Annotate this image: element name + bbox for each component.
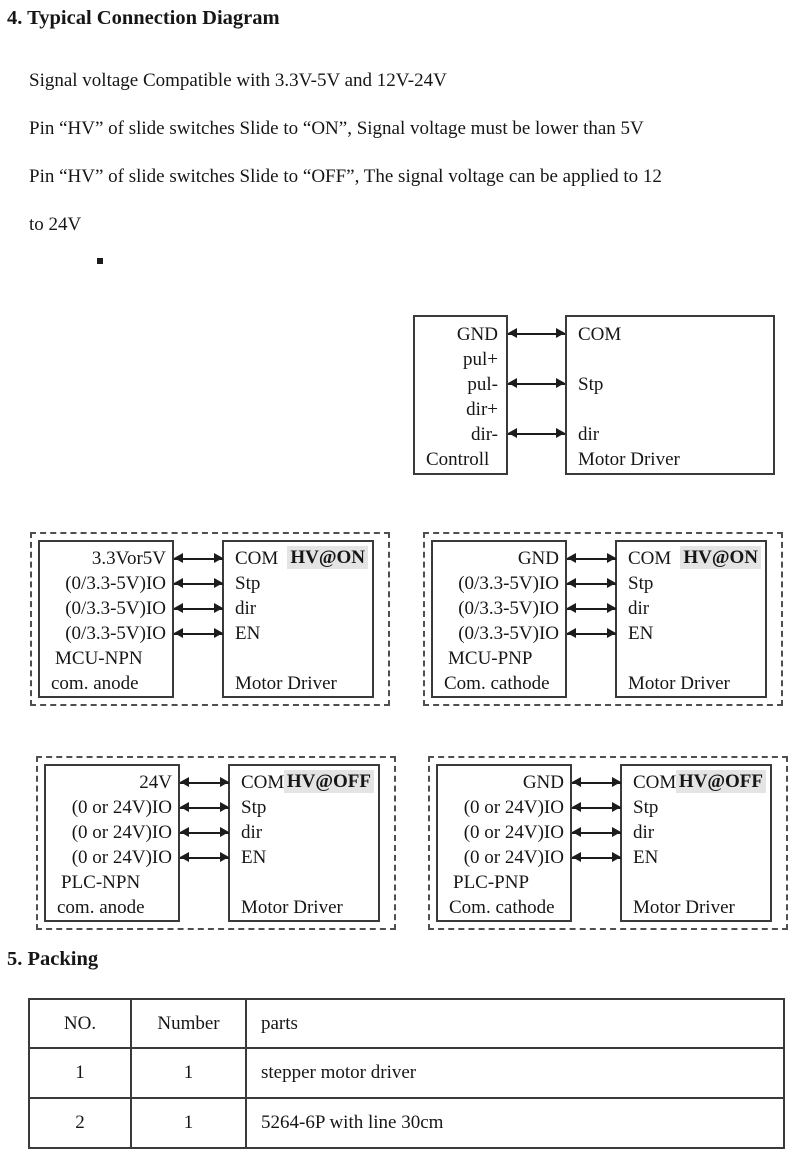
- double-arrow-icon: [180, 807, 229, 809]
- pin-label: COM: [578, 324, 622, 345]
- pin-label: 3.3Vor5V: [91, 548, 166, 569]
- hv-mode-badge: HV@OFF: [284, 770, 374, 793]
- pin-label: GND: [522, 772, 564, 793]
- spacer-row: [230, 870, 378, 895]
- pin-label: Stp: [628, 573, 654, 594]
- spacer-row: [622, 870, 770, 895]
- cell-parts: 5264-6P with line 30cm: [246, 1098, 784, 1148]
- motor-driver-box: [565, 315, 775, 475]
- pin-label: Stp: [633, 797, 659, 818]
- double-arrow-icon: [572, 782, 621, 784]
- hv-mode-badge: HV@ON: [680, 546, 761, 569]
- table-header-row: [29, 999, 784, 1048]
- double-arrow-icon: [567, 633, 616, 635]
- diagram-plc-npn: [36, 756, 396, 930]
- double-arrow-icon: [508, 383, 565, 385]
- pin-label: GND: [456, 324, 498, 345]
- double-arrow-icon: [508, 333, 565, 335]
- double-arrow-icon: [174, 633, 223, 635]
- table-row: [29, 1048, 784, 1098]
- pin-label: (0/3.3-5V)IO: [65, 573, 166, 594]
- controller-label: Controll: [426, 449, 490, 470]
- pin-label: GND: [517, 548, 559, 569]
- source-device-box: [44, 764, 180, 922]
- double-arrow-icon: [567, 558, 616, 560]
- packing-table: [28, 998, 785, 1149]
- pin-label: dir: [633, 822, 655, 843]
- column-header-parts: parts: [246, 999, 784, 1048]
- motor-driver-box: [222, 540, 374, 698]
- double-arrow-icon: [567, 583, 616, 585]
- hv-mode-badge: HV@ON: [287, 546, 368, 569]
- double-arrow-icon: [508, 433, 565, 435]
- pin-label: (0/3.3-5V)IO: [458, 598, 559, 619]
- pin-label: (0/3.3-5V)IO: [458, 573, 559, 594]
- double-arrow-icon: [174, 558, 223, 560]
- cell-no: 2: [29, 1098, 131, 1148]
- pin-label: (0/3.3-5V)IO: [458, 623, 559, 644]
- paragraph-to-24v: to 24V: [29, 214, 82, 235]
- cell-no: 1: [29, 1048, 131, 1098]
- pin-label: (0 or 24V)IO: [463, 822, 564, 843]
- pin-label: dir+: [466, 399, 498, 420]
- pin-label: COM: [235, 548, 279, 569]
- column-header-no: NO.: [29, 999, 131, 1048]
- pin-label: (0 or 24V)IO: [71, 822, 172, 843]
- pin-label: dir: [241, 822, 263, 843]
- hv-mode-badge: HV@OFF: [676, 770, 766, 793]
- double-arrow-icon: [572, 857, 621, 859]
- controller-box: [413, 315, 508, 475]
- double-arrow-icon: [180, 832, 229, 834]
- source-device-box: [38, 540, 174, 698]
- pin-label: (0 or 24V)IO: [463, 797, 564, 818]
- diagram-mcu-npn: [30, 532, 390, 706]
- pin-label: COM: [241, 772, 285, 793]
- common-mode-label: Com. cathode: [449, 897, 555, 918]
- cell-number: 1: [131, 1048, 246, 1098]
- double-arrow-icon: [180, 857, 229, 859]
- pin-label: (0 or 24V)IO: [463, 847, 564, 868]
- pin-label: dir: [628, 598, 650, 619]
- pin-label: (0/3.3-5V)IO: [65, 598, 166, 619]
- motor-driver-label: Motor Driver: [633, 897, 735, 918]
- pin-label: dir: [235, 598, 257, 619]
- spacer-row: [617, 646, 765, 671]
- cell-parts: stepper motor driver: [246, 1048, 784, 1098]
- motor-driver-label: Motor Driver: [628, 673, 730, 694]
- double-arrow-icon: [174, 608, 223, 610]
- double-arrow-icon: [180, 782, 229, 784]
- device-type-label: MCU-NPN: [55, 648, 143, 669]
- motor-driver-label: Motor Driver: [241, 897, 343, 918]
- pin-label: COM: [628, 548, 672, 569]
- pin-label: (0 or 24V)IO: [71, 847, 172, 868]
- cell-number: 1: [131, 1098, 246, 1148]
- motor-driver-box: [615, 540, 767, 698]
- pin-label: EN: [235, 623, 261, 644]
- source-device-box: [431, 540, 567, 698]
- pin-label: dir-: [470, 424, 498, 445]
- motor-driver-box: [228, 764, 380, 922]
- pin-label: (0 or 24V)IO: [71, 797, 172, 818]
- device-type-label: PLC-NPN: [61, 872, 141, 893]
- pin-label: pul+: [463, 349, 498, 370]
- double-arrow-icon: [572, 832, 621, 834]
- section-heading-packing: 5. Packing: [7, 948, 99, 970]
- diagram-plc-pnp: [428, 756, 788, 930]
- common-mode-label: Com. cathode: [444, 673, 550, 694]
- common-mode-label: com. anode: [57, 897, 145, 918]
- pin-label: (0/3.3-5V)IO: [65, 623, 166, 644]
- paragraph-hv-off: Pin “HV” of slide switches Slide to “OFF”, The signal voltage can be applied to 12: [29, 166, 662, 187]
- pin-label: dir: [578, 424, 600, 445]
- pin-label: Stp: [578, 374, 604, 395]
- motor-driver-label: Motor Driver: [235, 673, 337, 694]
- stray-dot: [97, 258, 103, 264]
- double-arrow-icon: [572, 807, 621, 809]
- pin-label: COM: [633, 772, 677, 793]
- paragraph-signal-voltage: Signal voltage Compatible with 3.3V-5V and 12V-24V: [29, 70, 447, 91]
- pin-label: Stp: [241, 797, 267, 818]
- pin-label: Stp: [235, 573, 261, 594]
- pin-label: EN: [628, 623, 654, 644]
- device-type-label: PLC-PNP: [453, 872, 530, 893]
- pin-label: 24V: [139, 772, 172, 793]
- pin-label: pul-: [467, 374, 498, 395]
- pin-label: EN: [633, 847, 659, 868]
- double-arrow-icon: [174, 583, 223, 585]
- spacer-row: [224, 646, 372, 671]
- device-type-label: MCU-PNP: [448, 648, 533, 669]
- pin-label: [567, 347, 773, 372]
- pin-label: [567, 397, 773, 422]
- common-mode-label: com. anode: [51, 673, 139, 694]
- table-row: [29, 1098, 784, 1148]
- double-arrow-icon: [567, 608, 616, 610]
- motor-driver-box: [620, 764, 772, 922]
- motor-driver-label: Motor Driver: [578, 449, 680, 470]
- pin-label: EN: [241, 847, 267, 868]
- section-heading-connection: 4. Typical Connection Diagram: [7, 7, 280, 29]
- paragraph-hv-on: Pin “HV” of slide switches Slide to “ON”, Signal voltage must be lower than 5V: [29, 118, 644, 139]
- column-header-number: Number: [131, 999, 246, 1048]
- diagram-mcu-pnp: [423, 532, 783, 706]
- source-device-box: [436, 764, 572, 922]
